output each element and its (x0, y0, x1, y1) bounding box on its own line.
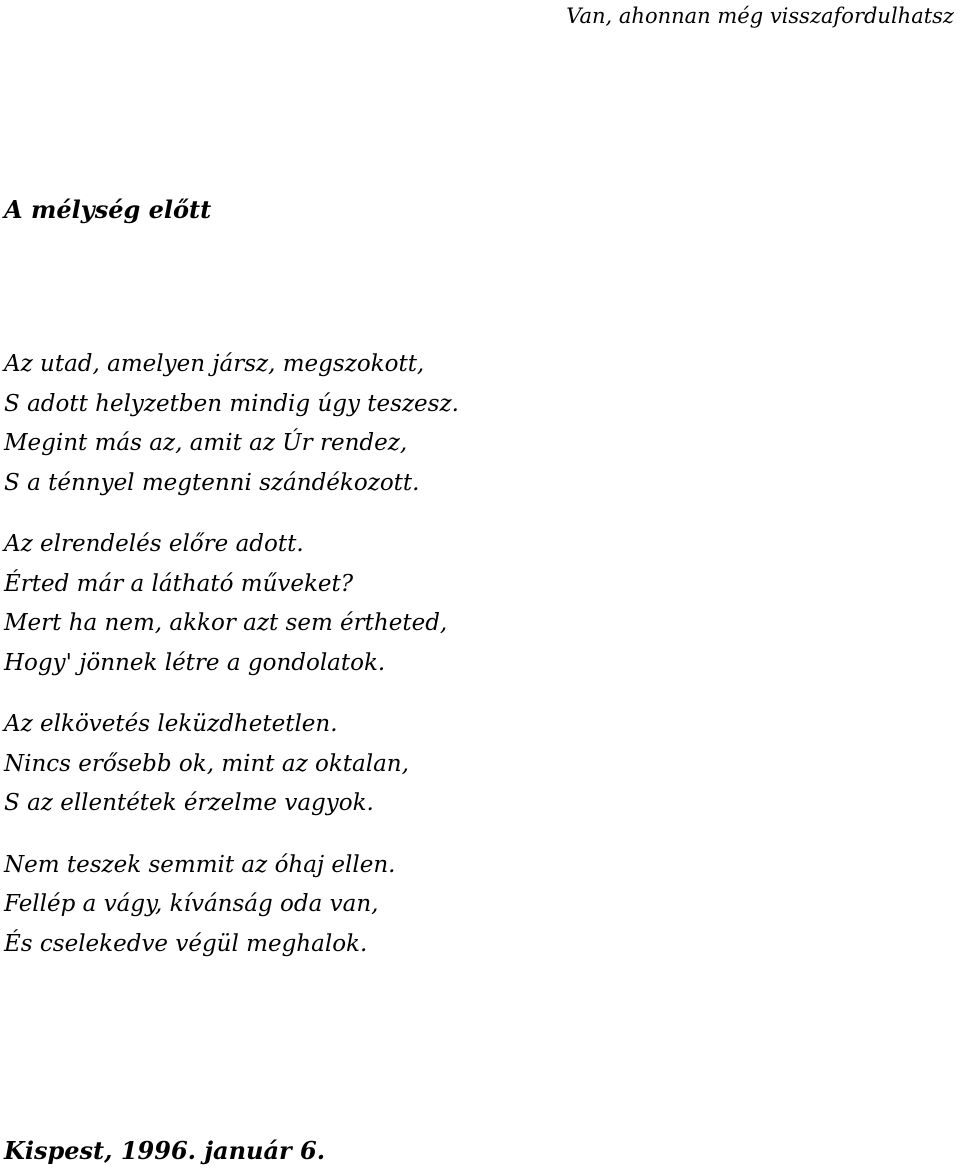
poem-line: Megint más az, amit az Úr rendez, (4, 430, 408, 456)
stanza-1 (4, 345, 944, 503)
poem-line: Érted már a látható műveket? (4, 570, 354, 597)
stanza-4 (4, 846, 944, 965)
poem-title: A mélység előtt (4, 195, 212, 224)
poem-signature: Kispest, 1996. január 6. (4, 1136, 326, 1165)
poem-body (4, 345, 944, 986)
poem-line: Mert ha nem, akkor azt sem értheted, (4, 610, 448, 636)
poem-line: Nem teszek semmit az óhaj ellen. (4, 851, 396, 878)
poem-line: És cselekedve végül meghalok. (4, 930, 368, 957)
poem-line: Hogy' jönnek létre a gondolatok. (4, 649, 386, 676)
stanza-2 (4, 525, 944, 683)
poem-line: S adott helyzetben mindig úgy teszesz. (4, 390, 459, 417)
poem-line: Nincs erősebb ok, mint az oktalan, (4, 750, 409, 777)
poem-line: Az elrendelés előre adott. (4, 531, 304, 557)
poem-line: Az elkövetés leküzdhetetlen. (4, 711, 338, 737)
poem-line: Az utad, amelyen jársz, megszokott, (4, 351, 425, 377)
poem-line: S az ellentétek érzelme vagyok. (4, 790, 374, 816)
stanza-3 (4, 705, 944, 824)
running-header: Van, ahonnan még visszafordulhatsz (566, 4, 954, 28)
poem-line: S a ténnyel megtenni szándékozott. (4, 469, 420, 496)
poem-line: Fellép a vágy, kívánság oda van, (4, 891, 379, 917)
